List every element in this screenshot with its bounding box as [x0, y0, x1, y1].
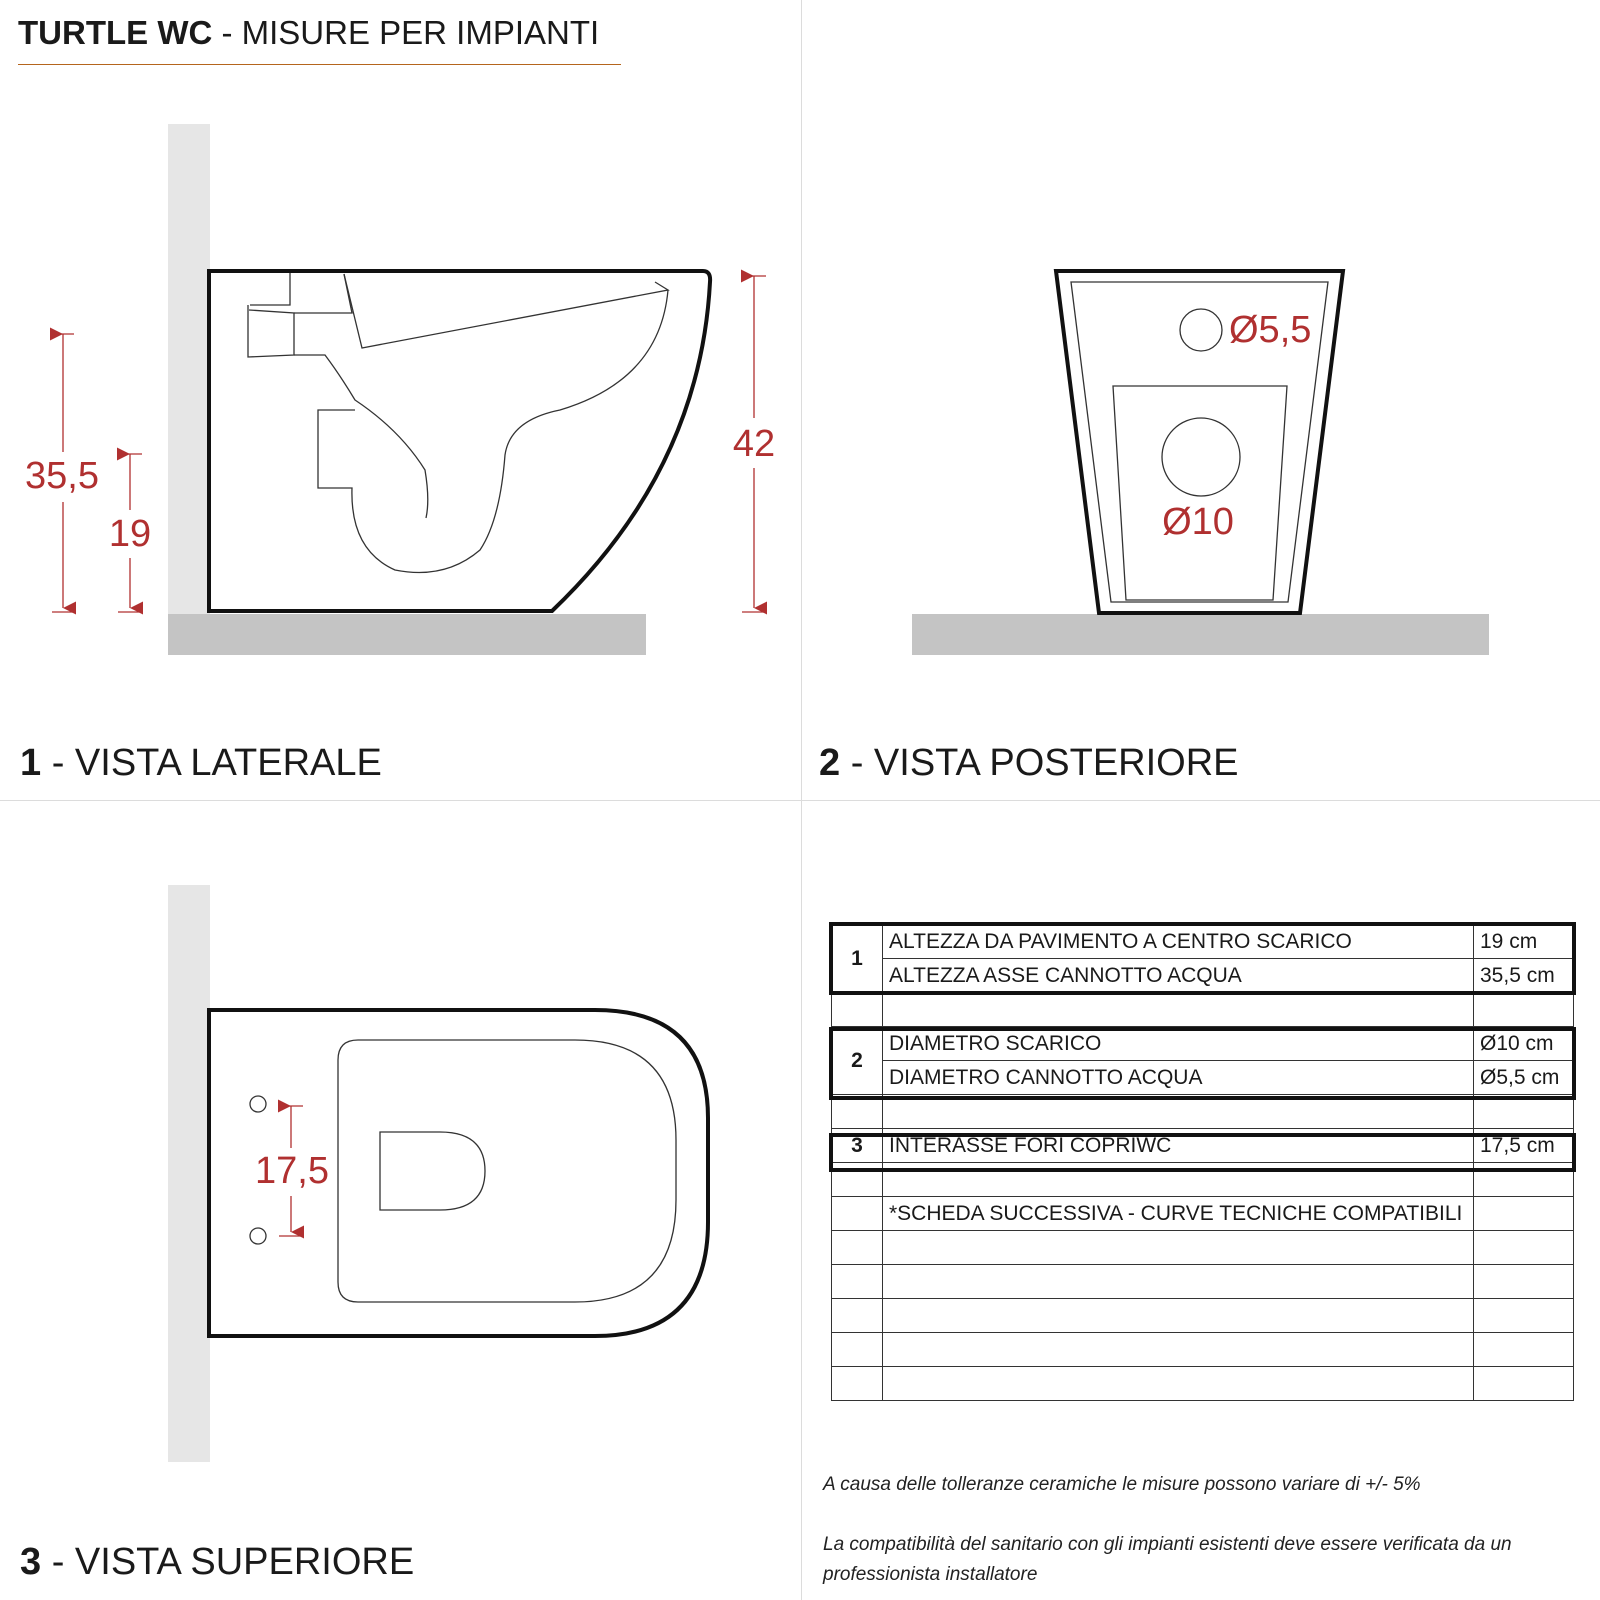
table-row-empty — [832, 1333, 1574, 1367]
caption-view-2 — [819, 742, 1239, 785]
table-row-empty — [832, 1299, 1574, 1333]
wc-body-side — [209, 271, 710, 611]
table-row-empty — [832, 993, 1574, 1027]
seat-hole-2 — [250, 1228, 266, 1244]
dim-label-water-diameter: Ø5,5 — [1229, 309, 1312, 351]
row-value: 17,5 cm — [1474, 1129, 1574, 1163]
tolerance-note: A causa delle tolleranze ceramiche le misure possono variare di +/- 5% — [823, 1474, 1421, 1495]
caption-number: 1 — [20, 742, 42, 784]
group-number: 1 — [832, 925, 883, 993]
title-product: TURTLE WC — [18, 14, 213, 51]
rear-view — [912, 271, 1489, 655]
table-row-empty — [832, 1095, 1574, 1129]
row-value: Ø5,5 cm — [1474, 1061, 1574, 1095]
floor-rear — [912, 614, 1489, 655]
caption-number: 2 — [819, 742, 841, 784]
row-value: Ø10 cm — [1474, 1027, 1574, 1061]
caption-number: 3 — [20, 1541, 42, 1583]
side-view — [20, 124, 780, 655]
dim-label-drain-diameter: Ø10 — [1162, 501, 1234, 543]
table-row — [832, 1061, 1574, 1095]
row-label: ALTEZZA ASSE CANNOTTO ACQUA — [883, 959, 1474, 993]
drain-circle — [1162, 418, 1240, 496]
top-view — [168, 885, 708, 1462]
row-value: 19 cm — [1474, 925, 1574, 959]
caption-view-3 — [20, 1541, 414, 1584]
caption-view-1 — [20, 742, 382, 785]
row-label: DIAMETRO CANNOTTO ACQUA — [883, 1061, 1474, 1095]
table-row — [832, 1027, 1574, 1061]
table-row — [832, 959, 1574, 993]
table-row-empty — [832, 1163, 1574, 1197]
group-number: 3 — [832, 1129, 883, 1163]
wall-side — [168, 124, 210, 654]
caption-label: - VISTA POSTERIORE — [840, 742, 1239, 784]
caption-label: - VISTA SUPERIORE — [41, 1541, 415, 1583]
dim-label-35-5: 35,5 — [25, 455, 99, 497]
measurements-table — [831, 924, 1574, 1401]
dim-label-42: 42 — [732, 423, 776, 465]
dim-label-19: 19 — [108, 513, 152, 555]
row-value: 35,5 cm — [1474, 959, 1574, 993]
wall-top — [168, 885, 210, 1462]
floor-side — [168, 614, 646, 655]
water-inlet-circle — [1180, 309, 1222, 351]
title-subtitle: - MISURE PER IMPIANTI — [212, 14, 600, 51]
row-label: DIAMETRO SCARICO — [883, 1027, 1474, 1061]
footnote-row: *SCHEDA SUCCESSIVA - CURVE TECNICHE COMPATIBILI — [883, 1197, 1474, 1231]
table-row-empty — [832, 1367, 1574, 1401]
seat-hole-1 — [250, 1096, 266, 1112]
dim-label-17-5: 17,5 — [255, 1150, 329, 1192]
table-row-empty — [832, 1265, 1574, 1299]
group-number: 2 — [832, 1027, 883, 1095]
table-row-empty — [832, 1231, 1574, 1265]
row-label: INTERASSE FORI COPRIWC — [883, 1129, 1474, 1163]
row-label: ALTEZZA DA PAVIMENTO A CENTRO SCARICO — [883, 925, 1474, 959]
caption-label: - VISTA LATERALE — [41, 742, 382, 784]
table-row — [832, 1197, 1574, 1231]
compatibility-note: La compatibilità del sanitario con gli impianti esistenti deve essere verificata da un professionista installatore — [823, 1534, 1512, 1585]
table-row — [832, 925, 1574, 959]
table-row — [832, 1129, 1574, 1163]
